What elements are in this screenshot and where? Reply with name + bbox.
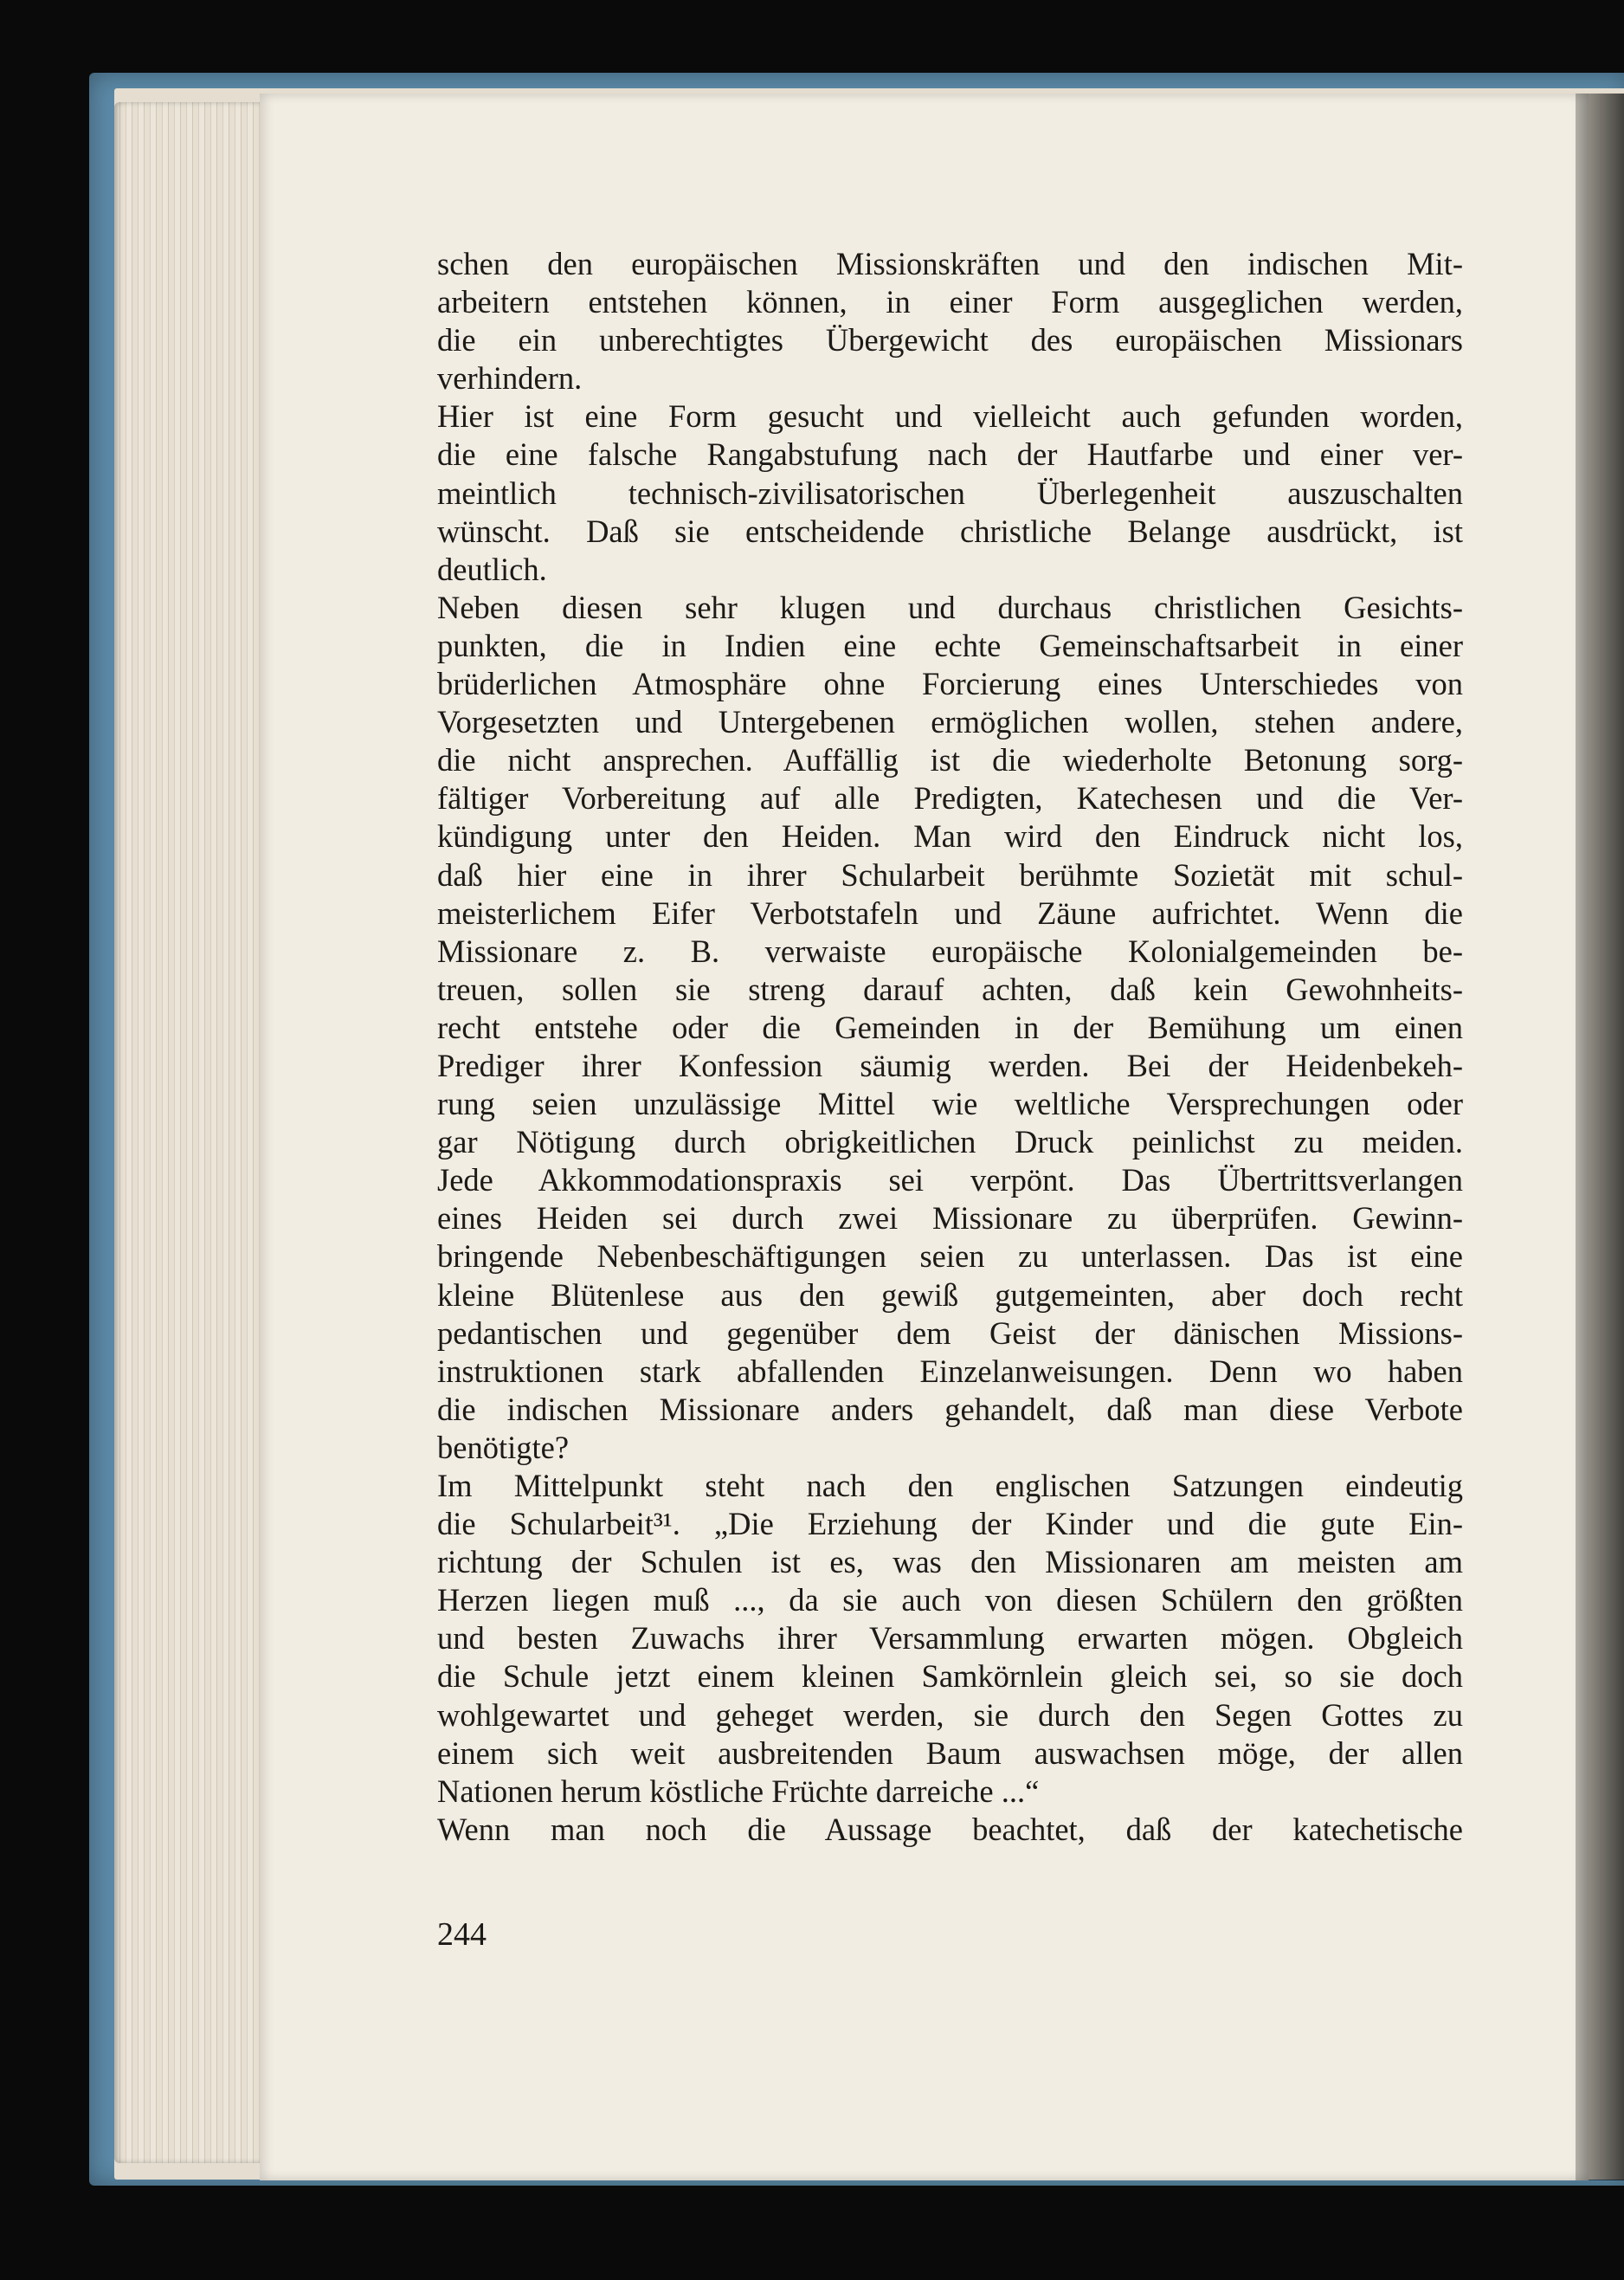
text-line: Im Mittelpunkt steht nach den englischen Satzungen eindeutig bbox=[437, 1468, 1463, 1503]
text-line: Neben diesen sehr klugen und durchaus christlichen Gesichts- bbox=[437, 589, 1463, 625]
page-number: 244 bbox=[437, 1916, 487, 1953]
text-line: wünscht. Daß sie entscheidende christliche Belange ausdrückt, ist bbox=[437, 513, 1463, 549]
text-line: Missionare z. B. verwaiste europäische Kolonialgemeinden be- bbox=[437, 933, 1463, 969]
text-line: die Schularbeit³¹. „Die Erziehung der Kinder und die gute Ein- bbox=[437, 1506, 1463, 1542]
text-line: treuen, sollen sie streng darauf achten, daß kein Gewohnheits- bbox=[437, 971, 1463, 1007]
text-line: Herzen liegen muß ..., da sie auch von diesen Schülern den größten bbox=[437, 1582, 1463, 1618]
text-line: die eine falsche Rangabstufung nach der Hautfarbe und einer ver- bbox=[437, 436, 1463, 473]
text-line: einem sich weit ausbreitenden Baum auswachsen möge, der allen bbox=[437, 1734, 1463, 1771]
text-line: Hier ist eine Form gesucht und vielleicht auch gefunden worden, bbox=[437, 398, 1463, 435]
text-line: bringende Nebenbeschäftigungen seien zu unterlassen. Das ist eine bbox=[437, 1238, 1463, 1275]
text-line: pedantischen und gegenüber dem Geist der dänischen Missions- bbox=[437, 1314, 1463, 1351]
text-line: verhindern. bbox=[437, 360, 583, 397]
text-line: die indischen Missionare anders gehandelt, daß man diese Verbote bbox=[437, 1391, 1463, 1427]
text-line: brüderlichen Atmosphäre ohne Forcierung eines Unterschiedes von bbox=[437, 666, 1463, 702]
text-line: benötigte? bbox=[437, 1429, 570, 1465]
facing-page-gutter bbox=[1576, 94, 1624, 2180]
text-line: Nationen herum köstliche Früchte darreiche ...“ bbox=[437, 1773, 1040, 1809]
text-line: kündigung unter den Heiden. Man wird den Eindruck nicht los, bbox=[437, 818, 1463, 855]
text-line: meintlich technisch-zivilisatorischen Überlegenheit auszuschalten bbox=[437, 475, 1463, 511]
text-line: wohlgewartet und geheget werden, sie durch den Segen Gottes zu bbox=[437, 1696, 1463, 1733]
text-line: die nicht ansprechen. Auffällig ist die wiederholte Betonung sorg- bbox=[437, 742, 1463, 778]
text-line: Vorgesetzten und Untergebenen ermöglichen wollen, stehen andere, bbox=[437, 704, 1463, 740]
text-line: daß hier eine in ihrer Schularbeit berühmte Sozietät mit schul- bbox=[437, 856, 1463, 893]
text-line: punkten, die in Indien eine echte Gemeinschaftsarbeit in einer bbox=[437, 627, 1463, 663]
text-line: recht entstehe oder die Gemeinden in der Bemühung um einen bbox=[437, 1009, 1463, 1045]
text-line: die ein unberechtigtes Übergewicht des europäischen Missionars bbox=[437, 322, 1463, 358]
text-line: die Schule jetzt einem kleinen Samkörnlein gleich sei, so sie doch bbox=[437, 1658, 1463, 1695]
body-text bbox=[437, 245, 1463, 1849]
text-line: eines Heiden sei durch zwei Missionare zu überprüfen. Gewinn- bbox=[437, 1200, 1463, 1237]
text-line: Jede Akkommodationspraxis sei verpönt. Das Übertrittsverlangen bbox=[437, 1162, 1463, 1198]
text-line: Wenn man noch die Aussage beachtet, daß der katechetische bbox=[437, 1811, 1463, 1847]
text-line: richtung der Schulen ist es, was den Missionaren am meisten am bbox=[437, 1544, 1463, 1580]
text-line: instruktionen stark abfallenden Einzelanweisungen. Denn wo haben bbox=[437, 1353, 1463, 1389]
page-edges bbox=[114, 102, 266, 2163]
text-line: meisterlichem Eifer Verbotstafeln und Zäune aufrichtet. Wenn die bbox=[437, 895, 1463, 931]
text-line: gar Nötigung durch obrigkeitlichen Druck peinlichst zu meiden. bbox=[437, 1124, 1463, 1160]
text-line: schen den europäischen Missionskräften und den indischen Mit- bbox=[437, 246, 1463, 281]
text-line: arbeitern entstehen können, in einer Form ausgeglichen werden, bbox=[437, 284, 1463, 320]
text-line: rung seien unzulässige Mittel wie weltliche Versprechungen oder bbox=[437, 1086, 1463, 1122]
text-line: kleine Blütenlese aus den gewiß gutgemeinten, aber doch recht bbox=[437, 1276, 1463, 1313]
text-line: fältiger Vorbereitung auf alle Predigten, Katechesen und die Ver- bbox=[437, 780, 1463, 817]
text-line: deutlich. bbox=[437, 551, 547, 587]
text-line: und besten Zuwachs ihrer Versammlung erwarten mögen. Obgleich bbox=[437, 1620, 1463, 1657]
text-line: Prediger ihrer Konfession säumig werden. Bei der Heidenbekeh- bbox=[437, 1047, 1463, 1083]
